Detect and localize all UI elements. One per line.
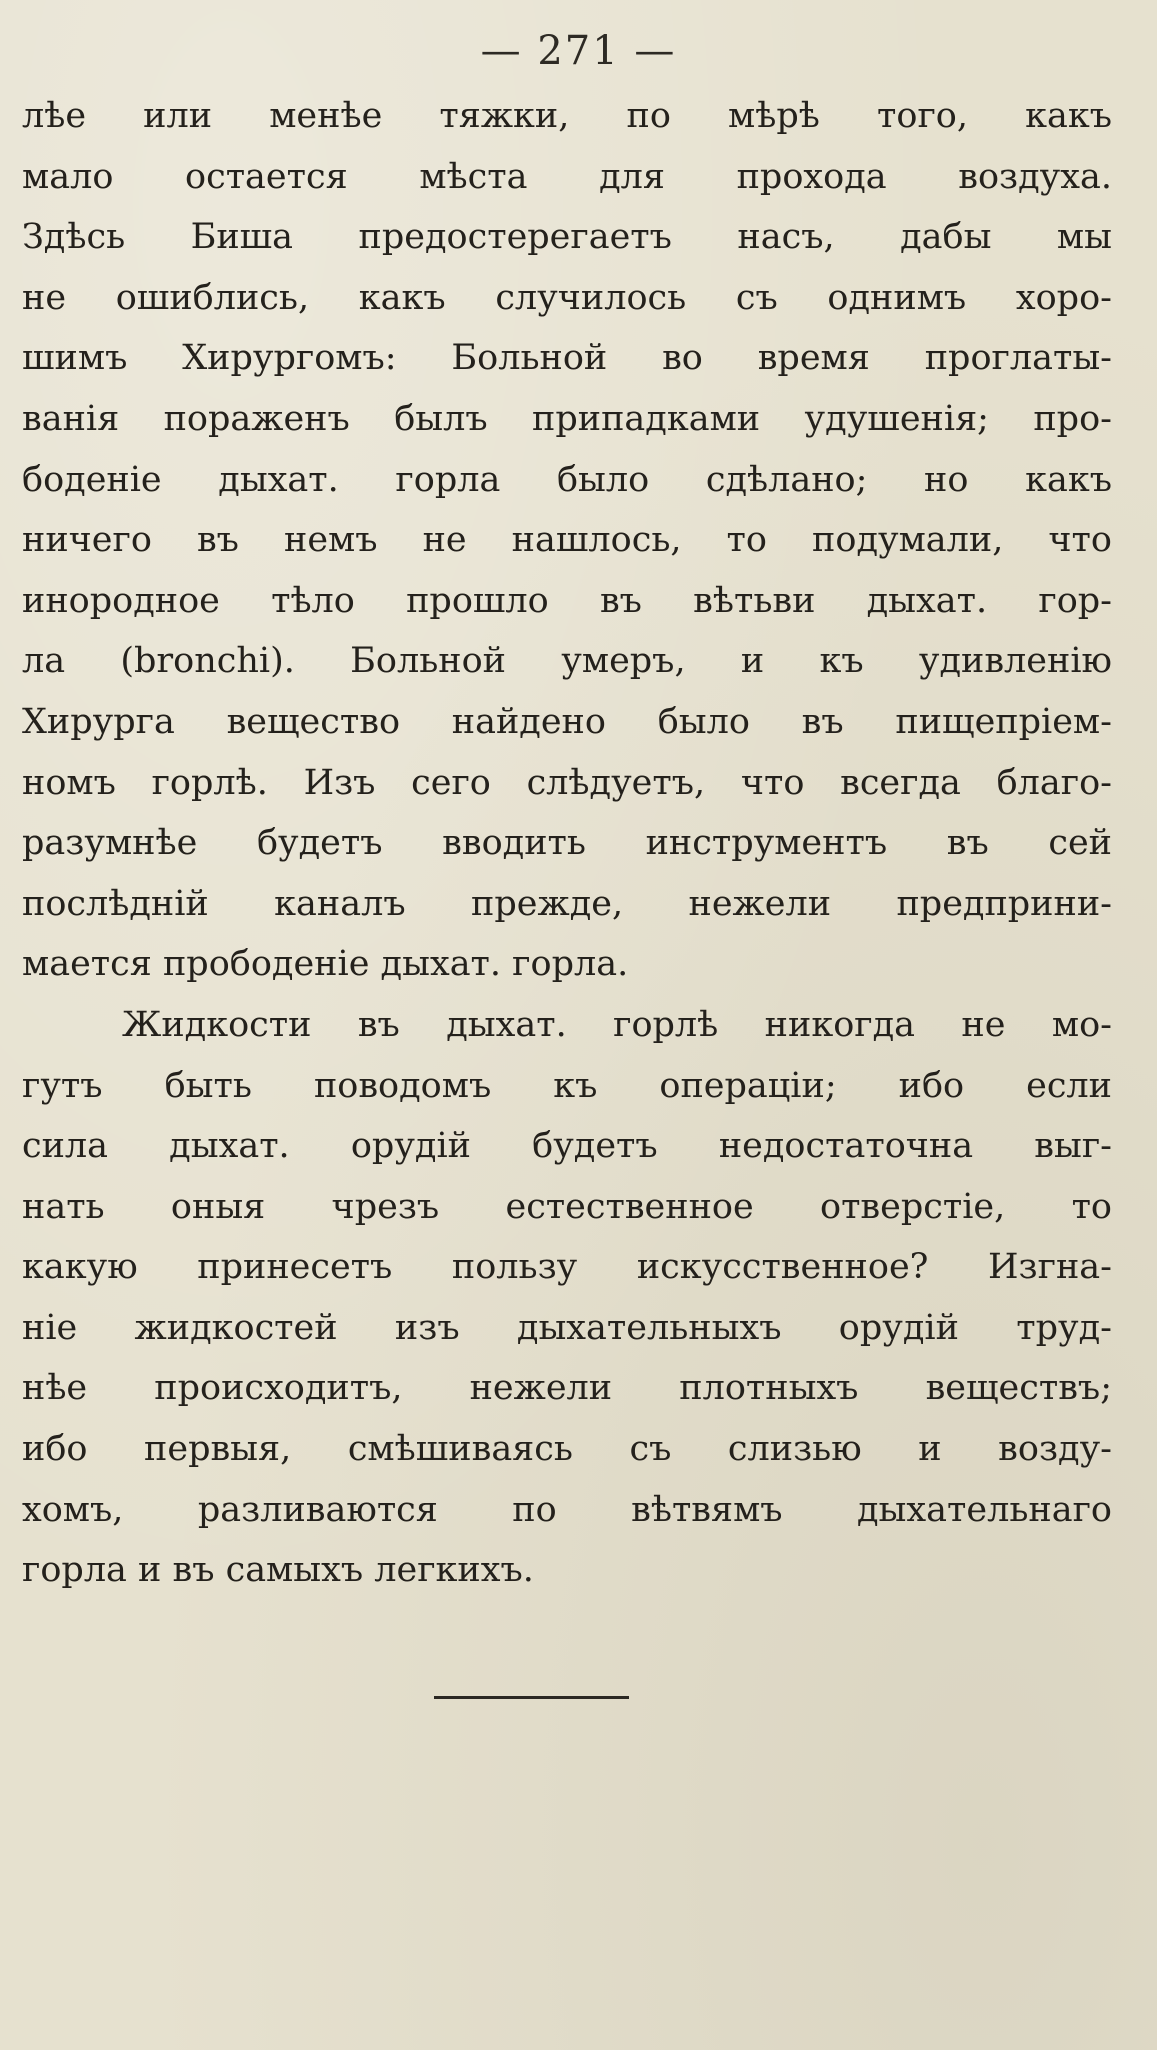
text-line: мается прободеніе дыхат. горла. bbox=[22, 944, 629, 985]
text-line: ванія пораженъ былъ припадками удушенія; про- bbox=[22, 398, 1112, 439]
text-line: разумнѣе будетъ вводить инструментъ въ сей bbox=[22, 823, 1112, 864]
text-line: нать оныя чрезъ естественное отверстіе, то bbox=[22, 1186, 1112, 1227]
text-line: послѣдній каналъ прежде, нежели предприни- bbox=[22, 883, 1112, 924]
text-line: инородное тѣло прошло въ вѣтьви дыхат. гор- bbox=[22, 580, 1112, 621]
text-line: сила дыхат. орудій будетъ недостаточна выг- bbox=[22, 1126, 1112, 1167]
text-line: боденіе дыхат. горла было сдѣлано; но какъ bbox=[22, 459, 1112, 500]
text-line: Здѣсь Биша предостерегаетъ насъ, дабы мы bbox=[22, 217, 1112, 258]
text-line: горла и въ самыхъ легкихъ. bbox=[22, 1550, 534, 1591]
text-line: Хирурга вещество найдено было въ пищепріем- bbox=[22, 701, 1112, 742]
text-line: не ошиблись, какъ случилось съ однимъ хоро- bbox=[22, 277, 1112, 318]
text-line: номъ горлѣ. Изъ сего слѣдуетъ, что всегда благо- bbox=[22, 762, 1112, 803]
section-divider-rule bbox=[434, 1696, 629, 1699]
text-line: ибо первыя, смѣшиваясь съ слизью и возду- bbox=[22, 1429, 1112, 1470]
text-line: хомъ, разливаются по вѣтвямъ дыхательнаго bbox=[22, 1489, 1112, 1530]
text-line: лѣе или менѣе тяжки, по мѣрѣ того, какъ bbox=[22, 96, 1112, 136]
text-line: гутъ быть поводомъ къ операціи; ибо если bbox=[22, 1065, 1112, 1106]
paragraph-first-line: Жидкости въ дыхат. горлѣ никогда не мо- bbox=[122, 1004, 1112, 1045]
text-line: нѣе происходитъ, нежели плотныхъ веществъ; bbox=[22, 1368, 1112, 1409]
text-line: мало остается мѣста для прохода воздуха. bbox=[22, 156, 1112, 197]
text-line: какую принесетъ пользу искусственное? Изгна- bbox=[22, 1247, 1112, 1288]
page-number: — 271 — bbox=[480, 28, 677, 74]
body-text bbox=[22, 86, 1112, 1601]
text-line: ничего въ немъ не нашлось, то подумали, что bbox=[22, 520, 1112, 561]
text-line: шимъ Хирургомъ: Больной во время проглаты- bbox=[22, 338, 1112, 379]
text-line: ніе жидкостей изъ дыхательныхъ орудій труд- bbox=[22, 1307, 1112, 1348]
text-line: ла (bronchi). Больной умеръ, и къ удивленію bbox=[22, 641, 1112, 682]
